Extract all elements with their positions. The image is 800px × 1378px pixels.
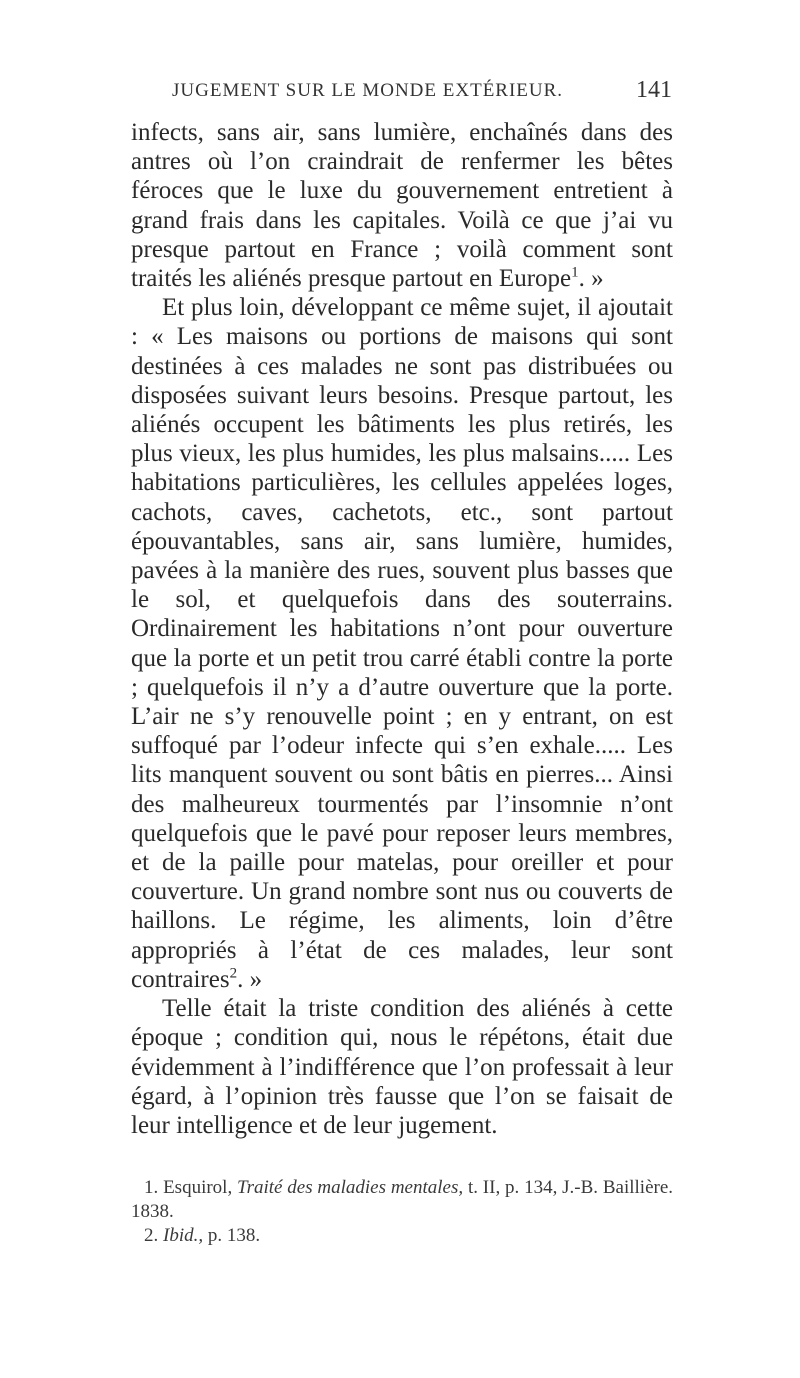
footnote-ibid: Ibid., — [163, 1225, 204, 1246]
main-text — [131, 118, 673, 1140]
footnote-details: p. 138. — [207, 1225, 261, 1246]
paragraph-continued — [131, 118, 673, 293]
footnote-2 — [131, 1224, 673, 1248]
footnote-ref-1: 1 — [571, 264, 579, 281]
footnotes — [131, 1176, 673, 1248]
paragraph-text: infects, sans air, sans lumière, enchaînés dans des antres où l’on craindrait de renfermer les bêtes féroces que le luxe du gouvernement entretient à grand frais dans les capitales. Voilà ce que j’ai vu presque partout en France ; voilà comment sont traités les aliénés presque partout en Europe — [131, 119, 673, 293]
footnote-details: t. II, p. 134, J.-B. Baillière. 1838. — [131, 1177, 674, 1222]
paragraph-text: Telle était la triste condition des aliénés à cette époque ; condition qui, nous le répétons, était due évidemment à l’indifférence que l’on professait à leur égard, à l’opinion très fausse que l’on se faisait de leur intelligence et de leur jugement. — [131, 995, 673, 1139]
running-title: JUGEMENT SUR LE MONDE EXTÉRIEUR. — [172, 80, 564, 101]
footnote-number: 1. — [144, 1177, 159, 1198]
paragraph-quote — [131, 293, 673, 994]
footnote-number: 2. — [144, 1225, 159, 1246]
footnote-book-title: Traité des maladies mentales, — [237, 1177, 464, 1198]
paragraph-text: Et plus loin, développant ce même sujet, il ajoutait : « Les maisons ou portions de maisons qui sont destinées à ces malades ne sont pas distribuées ou disposées suivant leurs besoins. Presque partout, les aliénés occupent les bâtiments les plus retirés, les plus vieux, les plus humides, les plus malsains..... Les habitations particulières, les cellules appelées loges, cachots, caves, cachetots, etc., sont partout épouvantables, sans air, sans lumière, humides, pavées à la manière des rues, souvent plus basses que le sol, et quelquefois dans des souterrains. Ordinairement les habitations n’ont pour ouverture que la porte et un petit trou carré établi contre la porte ; quelquefois il n’y a d’autre ouverture que la porte. L’air ne s’y renouvelle point ; en y entrant, on est suffoqué par l’odeur infecte qui s’en exhale..... Les lits manquent souvent ou sont bâtis en pierres... Ainsi des malheureux tourmentés par l’insomnie n’ont quelquefois que le pavé pour reposer leurs membres, et de la paille pour matelas, pour oreiller et pour couverture. Un grand nombre sont nus ou couverts de haillons. Le régime, les aliments, loin d’être appropriés à l’état de ces malades, leur sont contraires — [131, 294, 673, 993]
footnote-1 — [131, 1176, 673, 1224]
footnote-ref-2: 2 — [229, 965, 238, 982]
paragraph-end: . » — [237, 965, 263, 993]
paragraph-conclusion — [131, 994, 673, 1140]
paragraph-end: . » — [578, 265, 604, 293]
running-header — [172, 77, 672, 103]
page-number: 141 — [636, 77, 672, 103]
footnote-author: Esquirol, — [163, 1177, 233, 1198]
